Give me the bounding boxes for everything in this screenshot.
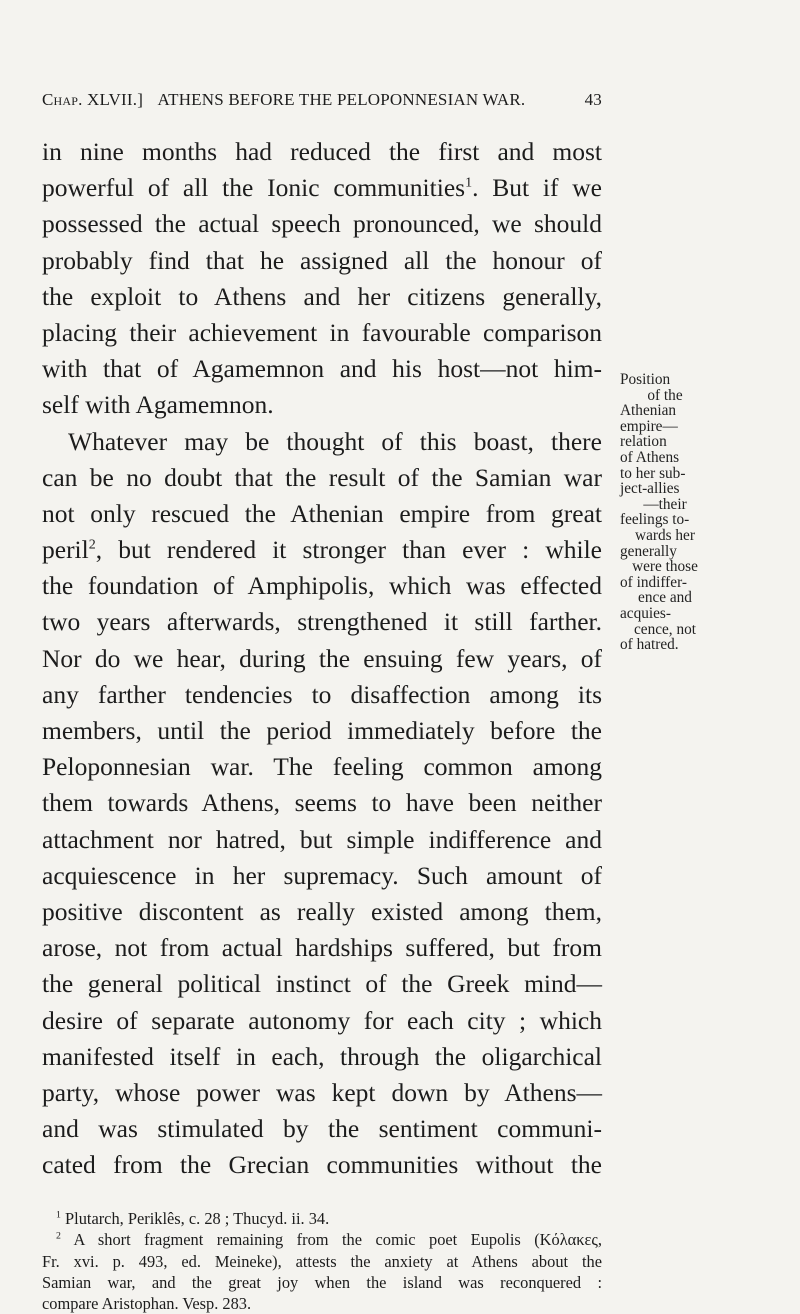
text-line: Nor do we hear, during the ensuing few years, of: [42, 643, 602, 673]
running-title: ATHENS BEFORE THE PELOPONNESIAN WAR.: [157, 90, 526, 109]
footnote-marker: 1: [56, 1209, 61, 1221]
footnote-line: Fr. xvi. p. 493, ed. Meineke), attests the anxiety at Athens about the: [42, 1251, 602, 1271]
text-line: Peloponnesian war. The feeling common among: [42, 752, 602, 782]
chapter-label: Chap. XLVII.]: [42, 90, 144, 109]
text-line: acquiescence in her supremacy. Such amount of: [42, 860, 602, 890]
text-line: the exploit to Athens and her citizens generally,: [42, 281, 602, 311]
text-line: party, whose power was kept down by Athens—: [42, 1077, 602, 1107]
margin-note-line: to her sub-: [620, 464, 686, 482]
margin-note-line: —their: [643, 495, 687, 513]
text-line: them towards Athens, seems to have been neither: [42, 788, 602, 818]
margin-note-line: of indiffer-: [620, 573, 687, 591]
text-line: desire of separate autonomy for each city ; which: [42, 1005, 602, 1035]
margin-note-line: empire—: [620, 417, 678, 435]
footnote-ref: 2: [88, 537, 96, 553]
text-line: probably find that he assigned all the honour of: [42, 245, 602, 275]
text-line: members, until the period immediately before the: [42, 716, 602, 745]
text-line: in nine months had reduced the first and most: [42, 137, 602, 166]
margin-note-line: relation: [620, 433, 667, 451]
footnote-line: Samian war, and the great joy when the island was reconquered :: [42, 1272, 602, 1292]
page-number: 43: [584, 90, 602, 109]
text-line: Whatever may be thought of this boast, there: [68, 426, 602, 456]
text-line: not only rescued the Athenian empire from great: [42, 498, 602, 528]
footnote-ref: 1: [465, 175, 473, 191]
text-line: can be no doubt that the result of the Samian war: [42, 462, 602, 492]
text-line: self with Agamemnon.: [42, 390, 274, 420]
text-line: two years afterwards, strengthened it still farther.: [42, 607, 602, 637]
body-text: [42, 134, 602, 1183]
text-line: arose, not from actual hardships suffered, but from: [42, 933, 602, 963]
margin-note: [620, 372, 710, 653]
text-line: the foundation of Amphipolis, which was effected: [42, 571, 602, 601]
margin-note-line: of hatred.: [620, 636, 679, 654]
margin-note-line: acquies-: [620, 604, 671, 622]
text-line: positive discontent as really existed among them,: [42, 896, 602, 926]
text-line: placing their achievement in favourable comparison: [42, 317, 602, 347]
footnotes: [42, 1208, 602, 1314]
margin-note-line: were those: [632, 558, 698, 576]
text-line: manifested itself in each, through the oligarchical: [42, 1041, 602, 1071]
text-line: powerful of all the Ionic communities$^1$. But if we: [42, 173, 603, 203]
text-line: the general political instinct of the Greek mind—: [42, 969, 602, 999]
text-line: any farther tendencies to disaffection among its: [42, 679, 602, 709]
margin-note-line: feelings to-: [620, 511, 690, 529]
footnote-marker: 2: [56, 1230, 61, 1242]
footnote-line: $^1$ Plutarch, Periklês, c. 28 ; Thucyd. ii. 34.: [56, 1209, 330, 1228]
margin-note-line: Athenian: [620, 402, 677, 420]
text-line: with that of Agamemnon and his host—not him-: [42, 354, 602, 384]
text-line: possessed the actual speech pronounced, we should: [42, 209, 602, 239]
margin-note-line: cence, not: [633, 620, 696, 638]
margin-note-line: wards her: [635, 526, 695, 544]
text-line: and was stimulated by the sentiment communi-: [42, 1114, 602, 1144]
margin-note-line: ence and: [638, 589, 692, 607]
footnote-line: $^2$ A short fragment remaining from the comic poet Eupolis (Κόλακες,: [56, 1230, 602, 1250]
text-line: attachment nor hatred, but simple indifference and: [42, 824, 602, 854]
footnote-line: compare Aristophan. Vesp. 283.: [42, 1294, 252, 1314]
margin-note-line: ject-allies: [620, 480, 680, 498]
margin-note-line: generally: [620, 542, 677, 560]
text-line: peril$^2$, but rendered it stronger than ever : while: [42, 535, 602, 565]
margin-note-line: of the: [647, 386, 683, 404]
margin-note-line: Position: [620, 371, 671, 388]
margin-note-line: of Athens: [620, 448, 680, 466]
running-header: [42, 90, 602, 110]
text-line: cated from the Grecian communities without the: [42, 1150, 602, 1180]
